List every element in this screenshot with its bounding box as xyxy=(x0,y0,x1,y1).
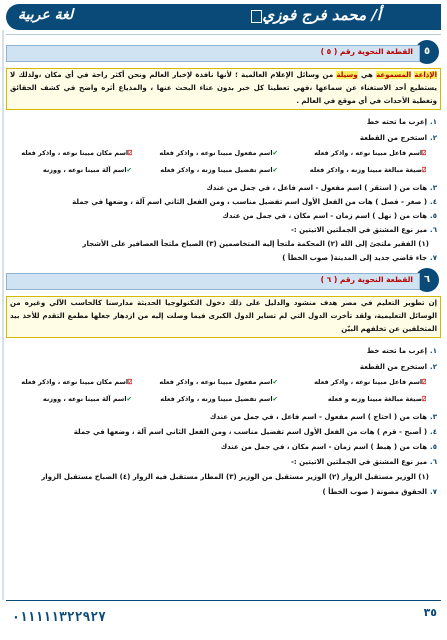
page-number: ٣٥ xyxy=(423,606,437,619)
s6-option-5: ✔اسم تفضيل مبينا وزنه ، واذكر فعله xyxy=(160,395,278,403)
section-title-6: القطعة النحوية رقم ( ٦ ) xyxy=(320,275,413,284)
s5-question-6-items: (١) الفقير ملتجئ إلى الله (٢) المحكمة ملتجأ إليه المتخاصمين (٣) الصباح ملتجأ العصافير على الأشجار xyxy=(82,240,429,248)
section-bar-6 xyxy=(6,273,420,290)
s6-question-7: ٧.الحقوق مصونة ( صوب الخطأ ) xyxy=(322,488,437,496)
s5-question-6: ٦.ميز نوع المشتق في الجملتين الاتيتين :- xyxy=(290,226,437,234)
s6-option-1: ⍁اسم فاعل مبينا نوعه ، واذكر فعله xyxy=(314,378,426,386)
teacher-name: أ/ محمد فرج فوزي xyxy=(250,6,381,24)
s5-options-row-2 xyxy=(10,166,430,178)
s5-question-4: ٤.( صغر - فصل ) هات من الفعل الأول اسم تفضيل مناسب ، ومن الفعل الثاني اسم آلة ، وضعها في جملة xyxy=(72,198,437,206)
s5-option-2: ✔اسم مفعول مبينا نوعه ، واذكر فعله xyxy=(159,149,278,157)
section-number-5: ٥ xyxy=(415,40,439,64)
section-number-6: ٦ xyxy=(415,268,439,292)
s5-question-1: ١.إعرب ما تحته خط xyxy=(366,118,437,126)
s5-option-1: ⍁اسم فاعل مبينا نوعه ، واذكر فعله xyxy=(314,149,426,157)
s6-question-2: ٢.استخرج من القطعة xyxy=(359,363,437,371)
s6-question-6-items: (١) الوزير مستقبل الزوار (٢) الوزير مستقبل من الوزير (٣) المطار مستقبل فيه الزوار (٤) الصباح مستقبل الزوار xyxy=(41,473,429,481)
passage-6: إن تطوير التعليم في مصر هدف منشود والدليل على ذلك دخول التكنولوجيا الحديثة مدارسنا كالحاسب الآلي وغيره من الوسائل التعليمية، ولقد تأخرت الدول التي لم تساير الدول الكبرى فيما وصلت إليه من ازدهار جعلها مطمع التقدم للأخذ بيد المتخلفين عن تخلفهم البيّن xyxy=(6,296,441,338)
margin-line xyxy=(2,30,4,600)
s5-options-row-1 xyxy=(10,149,430,161)
subject-title: لغة عربية xyxy=(18,7,74,23)
s6-option-6: ✔اسم آلة مبينا نوعه ، ووزنه xyxy=(42,395,132,403)
header-divider xyxy=(6,34,441,35)
s6-question-1: ١.إعرب ما تحته خط xyxy=(366,347,437,355)
s6-option-2: ✔اسم مفعول مبينا نوعه ، واذكر فعله xyxy=(159,378,278,386)
s6-option-4: ⍁صيغة مبالغة مبينا وزنه و فعله xyxy=(327,395,426,403)
s5-question-2: ٢.استخرج من القطعة xyxy=(359,134,437,142)
s6-option-3: ⍁اسم مكان مبينا نوعه ، واذكر فعله xyxy=(21,378,132,386)
section-bar-5 xyxy=(6,45,420,62)
s6-question-5: ٥.هات من ( هبط ) اسم زمان - اسم مكان ، في جمل من عندك xyxy=(220,443,437,451)
s5-option-5: ✔اسم تفضيل مبينا وزنه ، واذكر فعله xyxy=(160,166,278,174)
s6-question-3: ٣.هات من ( احتاج ) اسم مفعول - اسم فاعل ، في جمل من عندك xyxy=(209,413,437,421)
s5-option-3: ⍁اسم مكان مبينا نوعه ، واذكر فعله xyxy=(21,149,132,157)
s6-options-row-1 xyxy=(10,378,430,390)
s6-question-6: ٦.ميز نوع المشتق في الجملتين الاتيتين :- xyxy=(290,458,437,466)
s6-options-row-2 xyxy=(10,395,430,407)
s6-question-4: ٤.( أصبح - قرم ) هات من الفعل الأول اسم تفضيل مناسب ، ومن الفعل الثاني اسم آلة ، وضعها في جملة xyxy=(73,428,437,436)
page-header xyxy=(6,4,441,30)
footer-divider xyxy=(6,600,441,601)
passage-5: الإذاعة المسموعة هي وسيلة من وسائل الإعلام العالمية ؛ لأنها نافذة لإخبار العالم ونحن أكثر راحة في أي مكان ،ولذلك لا يستطيع أحد الاستغناء عن سماعها ،فهي تعطينا كل خبر بدون عناء البحث عنها ، والمذياع أثره واضح في كشف الحقائق وتغطية الأحداث في أي موقع في العالم . xyxy=(6,68,441,110)
s5-option-6: ✔اسم آلة مبينا نوعه ، ووزنه xyxy=(42,166,132,174)
s5-question-3: ٣.هات من ( استقر ) اسم مفعول - اسم فاعل ، في جمل من عندك xyxy=(206,184,437,192)
s5-option-4: ⍁صيغة مبالغة مبينا وزنه ، واذكر فعله xyxy=(309,166,426,174)
s5-question-5: ٥.هات من ( نهل ) اسم زمان - اسم مكان ، في جمل من عندك xyxy=(222,212,437,220)
s5-question-7: ٧.جاء قاضي جديد إلى المدينة( صوب الخطأ ) xyxy=(282,254,437,262)
phone-number: ٠١١١١١٣٢٢٩٢٧ xyxy=(12,610,106,625)
section-title-5: القطعة النحوية رقم ( ٥ ) xyxy=(320,47,413,56)
